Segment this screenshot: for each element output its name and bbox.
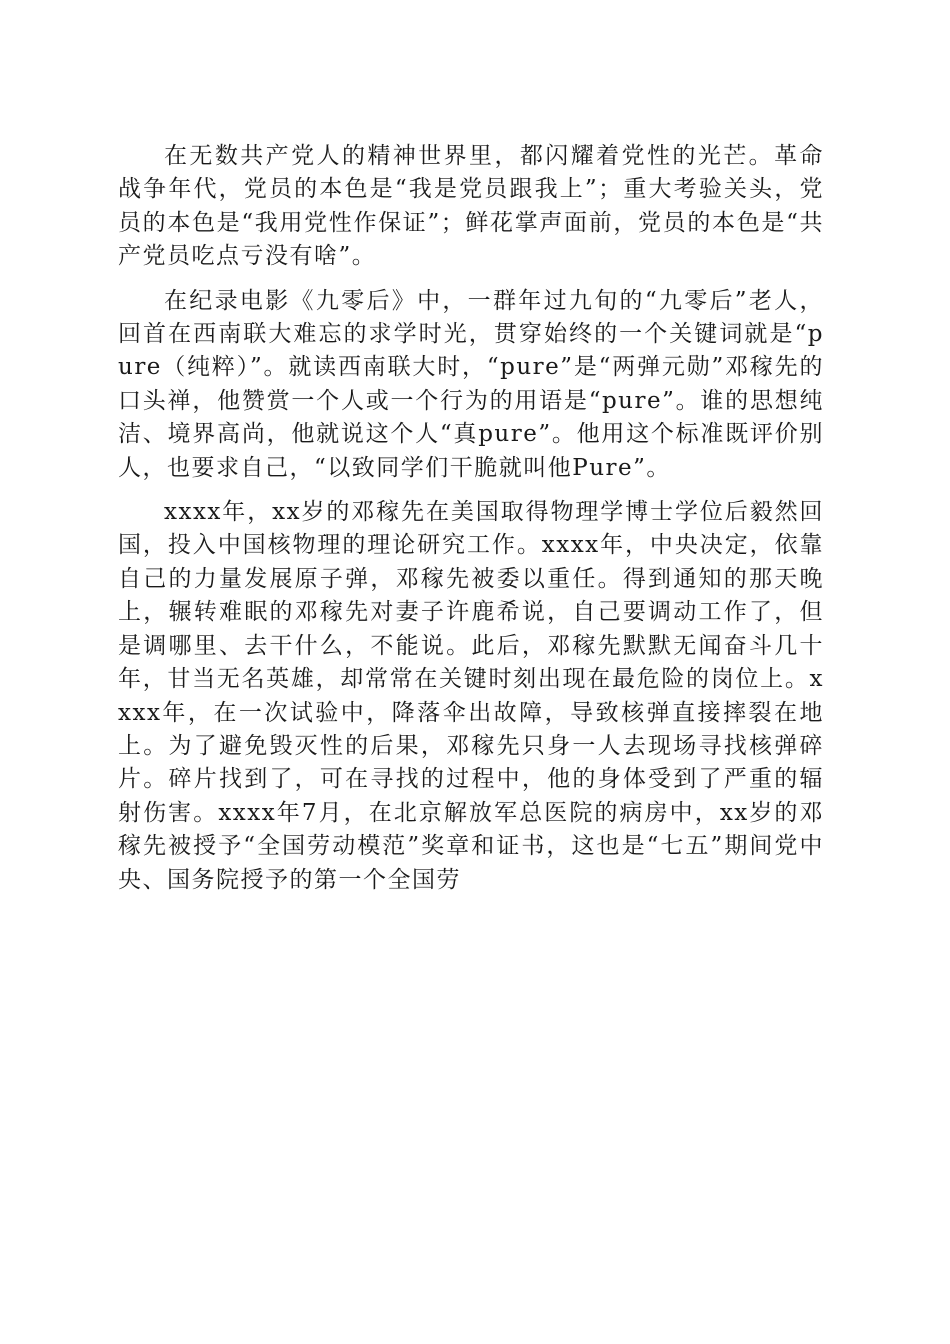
document-page [118,140,824,908]
paragraph-party-spirit: 在无数共产党人的精神世界里，都闪耀着党性的光芒。革命战争年代，党员的本色是“我是党员跟我上”；重大考验关头，党员的本色是“我用党性作保证”；鲜花掌声面前，党员的本色是“共产党员吃点亏没有啥”。 [118,143,824,270]
paragraph-deng-jiaxian: xxxx年，xx岁的邓稼先在美国取得物理学博士学位后毅然回国，投入中国核物理的理论研究工作。xxxx年，中央决定，依靠自己的力量发展原子弹，邓稼先被委以重任。得到通知的那天晚上，辗转难眠的邓稼先对妻子许鹿希说，自己要调动工作了，但是调哪里、去干什么，不能说。此后，邓稼先默默无闻奋斗几十年，甘当无名英雄，却常常在关键时刻出现在最危险的岗位上。xxxx年，在一次试验中，降落伞出故障，导致核弹直接摔裂在地上。为了避免毁灭性的后果，邓稼先只身一人去现场寻找核弹碎片。碎片找到了，可在寻找的过程中，他的身体受到了严重的辐射伤害。xxxx年7月，在北京解放军总医院的病房中，xx岁的邓稼先被授予“全国劳动模范”奖章和证书，这也是“七五”期间党中央、国务院授予的第一个全国劳 [118,499,824,893]
paragraph-pure: 在纪录电影《九零后》中，一群年过九旬的“九零后”老人，回首在西南联大难忘的求学时光，贯穿始终的一个关键词就是“pure（纯粹）”。就读西南联大时，“pure”是“两弹元勋”邓稼先的口头禅，他赞赏一个人或一个行为的用语是“pure”。谁的思想纯洁、境界高尚，他就说这个人“真pure”。他用这个标准既评价别人，也要求自己，“以致同学们干脆就叫他Pure”。 [118,287,824,481]
